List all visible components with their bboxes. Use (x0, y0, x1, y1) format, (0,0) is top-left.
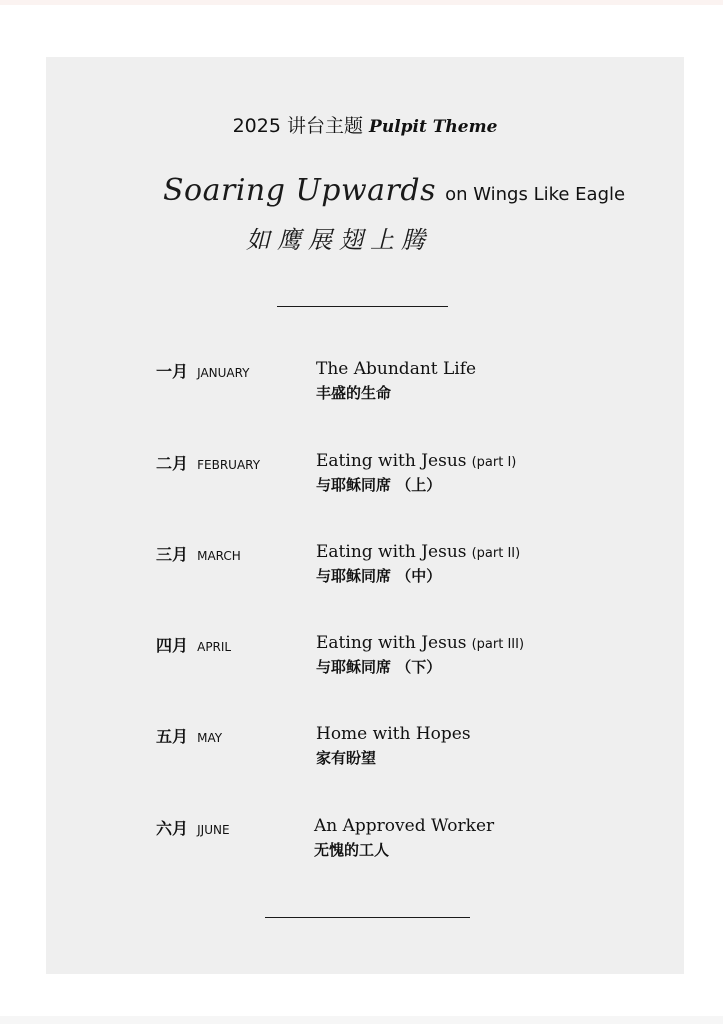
sermon-title-en: Eating with Jesus (316, 633, 467, 653)
page-title (46, 113, 684, 140)
month-label (156, 816, 230, 839)
sermon-title-en: Eating with Jesus (316, 451, 467, 471)
sermon-titles (316, 357, 476, 405)
month-zh: 五月 (156, 727, 189, 746)
schedule-entry-february (46, 449, 684, 509)
sermon-part: (part I) (471, 455, 517, 470)
month-label (156, 724, 222, 747)
schedule-entry-april (46, 631, 684, 691)
document-page (46, 57, 684, 974)
month-label (156, 359, 250, 382)
theme-plain-text: on Wings Like Eagle (445, 184, 626, 205)
sermon-title-zh: 与耶稣同席 （下） (316, 658, 442, 676)
sermon-title-zh: 家有盼望 (316, 749, 377, 767)
sermon-titles (316, 540, 520, 588)
sermon-titles (316, 449, 516, 497)
theme-english (163, 173, 633, 217)
month-en: FEBRUARY (197, 458, 261, 472)
month-zh: 一月 (156, 362, 189, 381)
sermon-title-en: The Abundant Life (316, 359, 477, 379)
month-en: JANUARY (197, 366, 250, 380)
theme-chinese-calligraphy: 如鹰展翅上腾 (246, 226, 432, 254)
sermon-part: (part III) (471, 637, 525, 652)
month-zh: 二月 (156, 454, 189, 473)
month-en: APRIL (197, 640, 232, 654)
schedule-entry-march (46, 540, 684, 600)
sermon-titles (314, 814, 494, 862)
month-label (156, 451, 260, 474)
month-zh: 六月 (156, 819, 189, 838)
title-en: Pulpit Theme (369, 117, 498, 137)
month-zh: 三月 (156, 545, 189, 564)
month-en: MAY (197, 731, 223, 745)
sermon-title-zh: 与耶稣同席 （上） (316, 476, 442, 494)
sermon-title-en: An Approved Worker (314, 816, 495, 836)
month-zh: 四月 (156, 636, 189, 655)
schedule-entry-january (46, 357, 684, 417)
bottom-divider (265, 917, 470, 918)
month-en: MARCH (197, 549, 241, 563)
sermon-title-en: Home with Hopes (316, 724, 471, 744)
sermon-title-zh: 无愧的工人 (314, 841, 390, 859)
sermon-titles (316, 722, 471, 770)
sermon-title-en: Eating with Jesus (316, 542, 467, 562)
sermon-titles (316, 631, 524, 679)
title-year: 2025 (232, 115, 281, 137)
month-label (156, 542, 241, 565)
theme-script-text: Soaring Upwards (163, 173, 436, 208)
month-label (156, 633, 231, 656)
month-en: JJUNE (197, 823, 230, 837)
top-divider (277, 306, 448, 307)
sermon-title-zh: 丰盛的生命 (316, 384, 392, 402)
sermon-title-zh: 与耶稣同席 （中） (316, 567, 442, 585)
sermon-part: (part II) (471, 546, 521, 561)
bottom-edge-strip (0, 1016, 723, 1024)
schedule-entry-june (46, 814, 684, 874)
schedule-entry-may (46, 722, 684, 782)
top-edge-strip (0, 0, 723, 5)
title-zh: 讲台主题 (286, 115, 363, 137)
